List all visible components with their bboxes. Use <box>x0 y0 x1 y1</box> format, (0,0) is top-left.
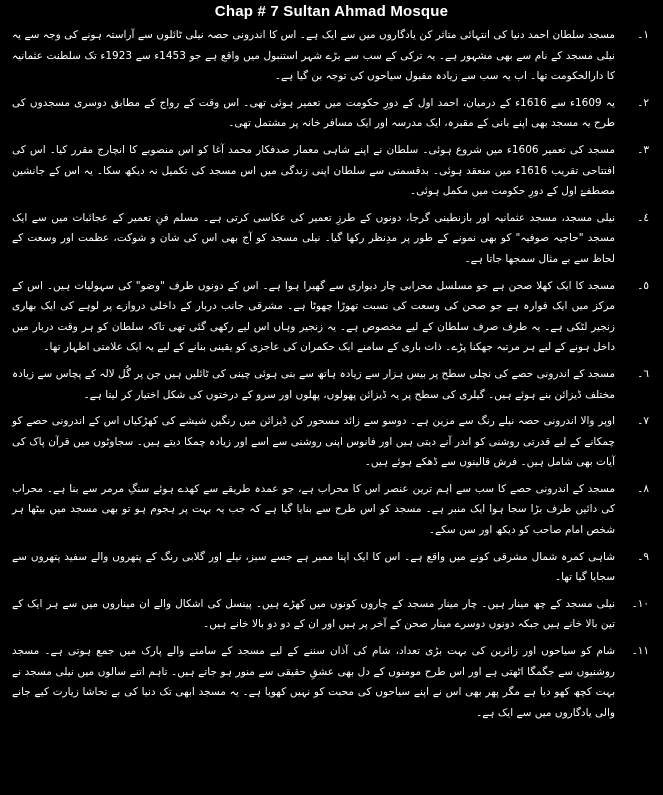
chapter-title: Chap # 7 Sultan Ahmad Mosque <box>214 3 449 20</box>
paragraph-number: ٥۔ <box>637 279 649 292</box>
paragraph-number: ٩۔ <box>637 550 649 563</box>
paragraph-6 <box>12 364 651 405</box>
paragraph-text: شاہی کمرہ شمال مشرقی کونے میں واقع ہے۔ اس کا ایک اپنا ممبر ہے جسے سبز، نیلے اور گلابی رنگ کے پتھروں والے سفید پتھروں سے سجایا گیا تھا۔ <box>12 550 615 584</box>
paragraph-number: ٢۔ <box>637 96 649 109</box>
paragraph-number: ١۔ <box>637 29 649 41</box>
paragraph-number: ٧۔ <box>637 415 649 428</box>
paragraph-text: یہ 1609ء سے 1616ء کے درمیان، احمد اول کے دورِ حکومت میں تعمیر ہوئی تھی۔ اس وقت کے رواج کے مطابق دوسری مسجدوں کی طرح یہ مسجد بھی اپنے بانی کے مقبرہ، ایک مدرسہ اور ایک مسافر خانہ پر مشتمل تھی۔ <box>12 96 615 130</box>
paragraph-text: مسجد کے اندرونی حصے کا سب سے اہم ترین عنصر اس کا محراب ہے، جو عمدہ طریقے سے کھدے ہوئے سنگِ مرمر سے بنا ہے۔ محراب کی دائیں طرف بڑا سجا ہوا ایک منبر ہے۔ مسجد کو اس طرح سے بنایا گیا ہے کہ جب یہ بہت پر ہجوم ہو تو بھی مسجد میں بیٹھا ہر شخص امام صاحب کو دیکھ اور سن سکے۔ <box>12 482 615 537</box>
paragraph-4 <box>12 208 651 270</box>
paragraph-11 <box>12 641 651 723</box>
paragraph-number: ١١۔ <box>631 645 649 658</box>
paragraph-2 <box>12 93 651 134</box>
paragraph-text: شام کو سیاحوں اور زائرین کی بہت بڑی تعداد، شام کی آذان سننے کے لیے مسجد کے سامنے والے پارک میں جمع ہوتی ہے۔ مسجد روشنیوں سے جگمگا اٹھتی ہے اور اس طرح مومنوں کے دل بھی عشقِ حقیقی سے منور ہو جاتے ہیں۔ تاہم اتنے سالوں میں نیلی مسجد نے بہت کچھ کھو دیا ہے مگر پھر بھی اس نے اپنے سیاحوں کی محبت کو نہیں کھویا ہے۔ یہ مسجد ابھی تک دنیا کی بے تحاشا زیارت کیے جانے والی یادگاروں میں سے ایک ہے۔ <box>12 645 615 719</box>
paragraph-9 <box>12 547 651 588</box>
paragraph-number: ٦۔ <box>637 367 649 380</box>
paragraph-7 <box>12 411 651 473</box>
paragraph-1 <box>12 25 651 87</box>
paragraph-number: ٨۔ <box>637 482 649 495</box>
paragraph-number: ١٠۔ <box>631 597 649 610</box>
paragraph-text: نیلی مسجد کے چھ مینار ہیں۔ چار مینار مسجد کے چاروں کونوں میں کھڑے ہیں۔ پینسل کی اشکال والے ان میناروں میں سے ہر ایک کے تین بالا خانے ہیں جبکہ دونوں دوسرے مینار صحن کے آخر پر ہیں اور ان کے دو دو بالا خانے ہیں۔ <box>12 597 615 631</box>
paragraph-10 <box>12 594 651 635</box>
paragraph-text: مسجد کا ایک کھلا صحن ہے جو مسلسل محرابی چار دیواری سے گھیرا ہوا ہے۔ اس کے دونوں طرف "وضو" کی سہولیات ہیں۔ اس کے مرکز میں ایک فوارہ ہے جو صحن کی وسعت کی نسبت تھوڑا چھوٹا ہے۔ مشرقی جانب دربار کے داخلی دروازے پر لوہے کی ایک بھاری زنجیر لٹکی ہے۔ یہ طرف صرف سلطان کے لیے مخصوص ہے۔ یہ زنجیر وہاں اس لیے رکھی گئی تھی تاکہ سلطان کو ہر وقت دربار میں داخل ہونے کے لیے ہر مرتبہ جھکنا پڑے۔ ذات باری کے سامنے ایک حکمران کی عاجزی کو یقینی بنانے کے لیے یہ ایک علامتی اظہار تھا۔ <box>12 279 615 354</box>
paragraph-text: اوپر والا اندرونی حصہ نیلے رنگ سے مزین ہے۔ دوسو سے زائد مسحور کن ڈیزائن میں رنگین شیشے کی کھڑکیاں اس کے اندرونی حصے کو چمکانے کے لیے قدرتی روشنی کو اندر آنے دیتی ہیں اور فانوس اپنی روشنی سے اسے اور زیادہ چمکا دیتے ہیں۔ سجاوٹوں میں قرآن پاک کی آیات بھی شامل ہیں۔ فرش قالینوں سے ڈھکے ہوئے ہیں۔ <box>12 415 615 469</box>
paragraph-text: مسجد سلطان احمد دنیا کی انتہائی متاثر کن یادگاروں میں سے ایک ہے۔ اس کا اندرونی حصہ نیلی ٹائلوں سے آراستہ ہونے کی وجہ سے یہ نیلی مسجد کے نام سے بھی مشہور ہے۔ یہ ترکی کے سب سے بڑے شہر استنبول میں واقع ہے جو 1453ء سے 1923ء تک سلطنت عثمانیہ کا دارالحکومت تھا۔ اب یہ سب سے زیادہ مقبول سیاحوں کی توجہ بن گیا ہے۔ <box>12 29 615 83</box>
paragraph-text: مسجد کے اندرونی حصے کی نچلی سطح پر بیس ہزار سے زیادہ ہاتھ سے بنی ہوئی چینی کی ٹائلیں ہیں جن پر گُل لالہ کے پچاس سے زیادہ مختلف ڈیزائن بنے ہوئے ہیں۔ گیلری کی سطح پر یہ ڈیزائن پھولوں، پھلوں اور سرو کے درختوں کی شکل اختیار کر لیتا ہے۔ <box>12 367 615 401</box>
paragraph-text: مسجد کی تعمیر 1606ء میں شروع ہوئی۔ سلطان نے اپنے شاہی معمار صدفکار محمد آغا کو اس منصوبے کا انچارج مقرر کیا۔ اس کی افتتاحی تقریب 1616ء میں منعقد ہوئی۔ بدقسمتی سے سلطان اپنی زندگی میں اس مسجد کی تکمیل نہ دیکھ سکا۔ یہ اس کے جانشین مصطفےٰ اول کے دورِ حکومت میں مکمل ہوئی۔ <box>12 143 615 198</box>
paragraph-number: ٤۔ <box>637 211 649 224</box>
paragraph-list <box>12 25 651 723</box>
paragraph-text: نیلی مسجد، مسجد عثمانیہ اور بازنطینی گرجا، دونوں کے طرزِ تعمیر کی عکاسی کرتی ہے۔ مسلم فنِ تعمیر کے عجائبات میں سے ایک مسجد "حاجیہ صوفیہ" کو بھی نمونے کے طور پر مدِنظر رکھا گیا۔ نیلی مسجد کو آج بھی اس کی شان و شوکت، عظمت اور وسعت کے لحاظ سے بے مثال سمجھا جاتا ہے۔ <box>12 211 615 265</box>
paragraph-3 <box>12 140 651 202</box>
paragraph-number: ٣۔ <box>637 143 649 156</box>
paragraph-5 <box>12 276 651 358</box>
paragraph-8 <box>12 479 651 541</box>
